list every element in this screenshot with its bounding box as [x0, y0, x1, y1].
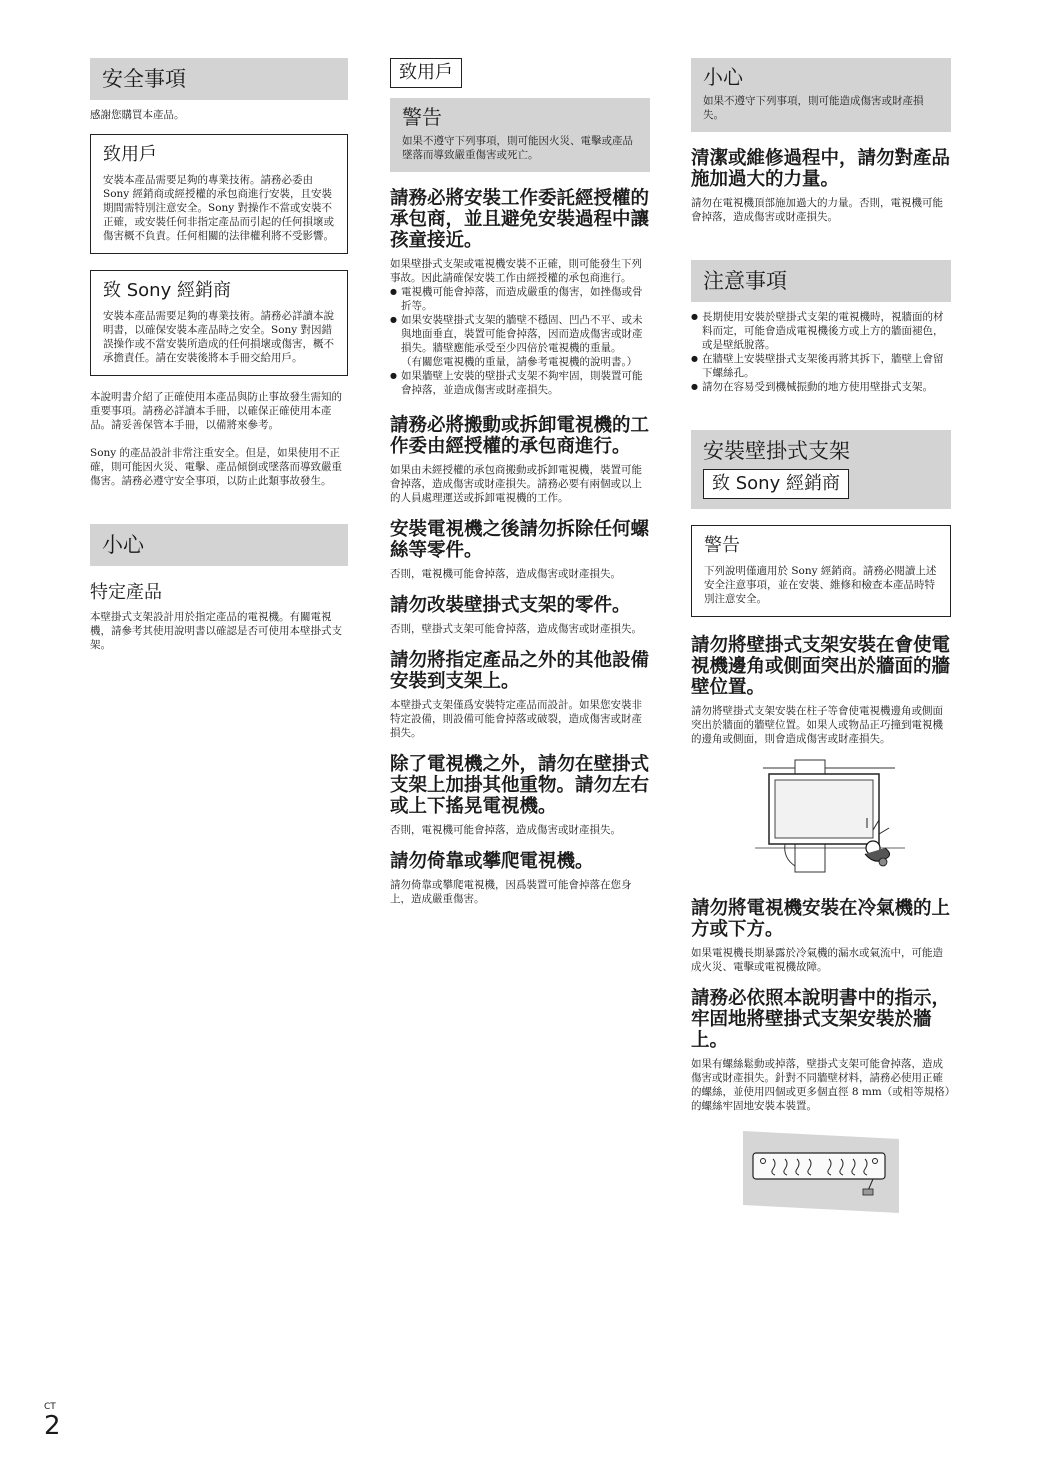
moving-heading: 請務必將搬動或拆卸電視機的工作委由經授權的承包商進行。	[390, 415, 650, 457]
dealer-tag: 致 Sony 經銷商	[703, 469, 849, 499]
secure-mount-text: 如果有螺絲鬆動或掉落，壁掛式支架可能會掉落，造成傷害或財產損失。針對不同牆壁材料，請務必使用正確的螺絲，並使用四個或更多個直徑 8 mm（或相等規格）的螺絲牢固地安裝本裝置。	[691, 1058, 951, 1112]
install-header-block	[691, 430, 951, 509]
thanks-text: 感謝您購買本產品。	[90, 109, 185, 121]
contractor-text: 如果壁掛式支架或電視機安裝不正確，則可能發生下列事故。因此請確保安裝工作由經授權的承包商進行。	[390, 258, 642, 284]
dealer-warning-box	[691, 525, 951, 617]
warning-title: 警告	[402, 105, 442, 129]
other-devices-text: 本壁掛式支架僅爲安裝特定產品而設計。如果您安裝非特定設備，則設備可能會掉落或破裂，造成傷害或財產損失。	[390, 699, 642, 739]
list-item: ● 請勿在容易受到機械振動的地方使用壁掛式支架。	[691, 380, 951, 394]
language-code: CT	[44, 1402, 56, 1412]
section-screws	[390, 519, 650, 581]
caution-title: 小心	[703, 65, 743, 89]
modify-text: 否則，壁掛式支架可能會掉落，造成傷害或財產損失。	[390, 623, 642, 635]
section-moving	[390, 415, 650, 505]
specific-product-title: 特定產品	[90, 582, 162, 603]
modify-heading: 請勿改裝壁掛式支架的零件。	[390, 595, 631, 616]
caution-box	[691, 58, 951, 132]
corner-text: 請勿將壁掛式支架安裝在柱子等會使電視機邊角或側面突出於牆面的牆壁位置。如果人或物品正巧撞到電視機的邊角或側面，則會造成傷害或財產損失。	[691, 705, 943, 745]
screws-heading: 安裝電視機之後請勿拆除任何螺絲等零件。	[390, 519, 650, 561]
climb-text: 請勿倚靠或攀爬電視機，因爲裝置可能會掉落在您身上，造成嚴重傷害。	[390, 879, 632, 905]
caution-header: 小心	[90, 524, 348, 566]
user-notice-box	[90, 134, 348, 254]
other-devices-heading: 請勿將指定產品之外的其他設備安裝到支架上。	[390, 650, 650, 692]
specific-product-text: 本壁掛式支架設計用於指定產品的電視機。有關電視機，請參考其使用說明書以確認是否可使用本壁掛式支架。	[90, 611, 342, 651]
intro-paragraph: 本說明書介紹了正確使用本產品與防止事故發生需知的重要事項。請務必詳讀本手冊，以確保正確使用本產品。請妥善保管本手冊，以備將來參考。	[90, 391, 342, 431]
tv-corner-figure	[755, 758, 905, 878]
list-item: ● 電視機可能會掉落，而造成嚴重的傷害，如挫傷或骨折等。	[390, 285, 650, 313]
dealer-notice-text: 安裝本產品需要足夠的專業技術。請務必詳讀本說明書，以確保安裝本產品時之安全。Sony 對因錯誤操作或不當安裝所造成的任何損壞或傷害，概不承擔責任。請在安裝後將本手冊交給用戶。	[103, 310, 334, 364]
aircon-text: 如果電視機長期暴露於冷氣機的漏水或氣流中，可能造成火災、電擊或電視機故障。	[691, 947, 943, 973]
climb-heading: 請勿倚靠或攀爬電視機。	[390, 851, 594, 872]
section-aircon	[691, 898, 951, 974]
dealer-warning-text: 下列說明僅適用於 Sony 經銷商。請務必閱讀上述安全注意事項，並在安裝、維修和檢查本產品時特別注意安全。	[704, 565, 937, 605]
screws-text: 否則，電視機可能會掉落，造成傷害或財產損失。	[390, 568, 621, 580]
cleaning-heading: 清潔或維修過程中，請勿對產品施加過大的力量。	[691, 148, 951, 190]
user-notice-title: 致用戶	[103, 144, 157, 165]
contractor-bullets-2	[390, 369, 650, 397]
moving-text: 如果由未經授權的承包商搬動或拆卸電視機，裝置可能會掉落，造成傷害或財產損失。請務必要有兩個或以上的人員處理運送或拆卸電視機的工作。	[390, 464, 642, 504]
user-notice-text: 安裝本產品需要足夠的專業技術。請務必委由 Sony 經銷商或經授權的承包商進行安裝，且安裝期間需特別注意安全。Sony 對操作不當或安裝不正確，或安裝任何非指定產品而引起的任何損壞或傷害概不負責。任何相關的法律權利將不受影響。	[103, 174, 334, 242]
list-item: ● 長期使用安裝於壁掛式支架的電視機時，視牆面的材料而定，可能會造成電視機後方或上方的牆面褪色，或是壁紙脫落。	[691, 310, 951, 352]
notes-header: 注意事項	[691, 260, 951, 302]
notes-bullets	[691, 310, 951, 394]
section-climb	[390, 851, 650, 906]
section-corner	[691, 635, 951, 746]
contractor-bullets	[390, 285, 650, 355]
cleaning-text: 請勿在電視機頂部施加過大的力量。否則，電視機可能會掉落，造成傷害或財產損失。	[691, 197, 943, 223]
column-left	[90, 58, 348, 652]
column-middle	[390, 58, 650, 906]
contractor-heading: 請務必將安裝工作委託經授權的承包商，並且避免安裝過程中讓孩童接近。	[390, 188, 650, 251]
corner-heading: 請勿將壁掛式支架安裝在會使電視機邊角或側面突出於牆面的牆壁位置。	[691, 635, 951, 698]
section-heavy-objects	[390, 754, 650, 837]
heavy-objects-text: 否則，電視機可能會掉落，造成傷害或財產損失。	[390, 824, 621, 836]
section-other-devices	[390, 650, 650, 740]
section-contractor	[390, 188, 650, 397]
warning-box	[390, 98, 650, 172]
column-right	[691, 58, 951, 1217]
secure-mount-heading: 請務必依照本說明書中的指示，牢固地將壁掛式支架安裝於牆上。	[691, 988, 951, 1051]
wall-bracket-figure	[743, 1131, 899, 1213]
install-header: 安裝壁掛式支架	[703, 439, 850, 463]
dealer-notice-title: 致 Sony 經銷商	[103, 280, 231, 301]
safety-header: 安全事項	[90, 58, 348, 100]
weight-note: （有關您電視機的重量，請參考電視機的說明書。）	[401, 356, 638, 368]
list-item: ● 在牆壁上安裝壁掛式支架後再將其拆下，牆壁上會留下螺絲孔。	[691, 352, 951, 380]
section-secure-mount	[691, 988, 951, 1113]
user-tag: 致用戶	[390, 58, 462, 88]
aircon-heading: 請勿將電視機安裝在冷氣機的上方或下方。	[691, 898, 951, 940]
dealer-notice-box	[90, 270, 348, 376]
section-modify	[390, 595, 650, 636]
warning-text: 如果不遵守下列事項，則可能因火災、電擊或產品墜落而導致嚴重傷害或死亡。	[402, 135, 633, 161]
list-item: ● 如果安裝壁掛式支架的牆壁不穩固、凹凸不平、或未與地面垂直，裝置可能會掉落，因而造成傷害或財產損失。牆壁應能承受至少四倍於電視機的重量。	[390, 313, 650, 355]
list-item: ● 如果牆壁上安裝的壁掛式支架不夠牢固，則裝置可能會掉落，並造成傷害或財產損失。	[390, 369, 650, 397]
section-cleaning	[691, 148, 951, 224]
safety-paragraph: Sony 的產品設計非常注重安全。但是，如果使用不正確，則可能因火災、電擊、產品傾倒或墜落而導致嚴重傷害。請務必遵守安全事項，以防止此類事故發生。	[90, 447, 342, 487]
dealer-warning-title: 警告	[704, 535, 740, 556]
corner-illustration	[755, 758, 951, 882]
heavy-objects-heading: 除了電視機之外，請勿在壁掛式支架上加掛其他重物。請勿左右或上下搖晃電視機。	[390, 754, 650, 817]
bracket-illustration	[743, 1131, 951, 1217]
page-number-block	[44, 1402, 61, 1440]
page-number: 2	[44, 1411, 61, 1441]
caution-text: 如果不遵守下列事項，則可能造成傷害或財產損失。	[703, 95, 924, 121]
